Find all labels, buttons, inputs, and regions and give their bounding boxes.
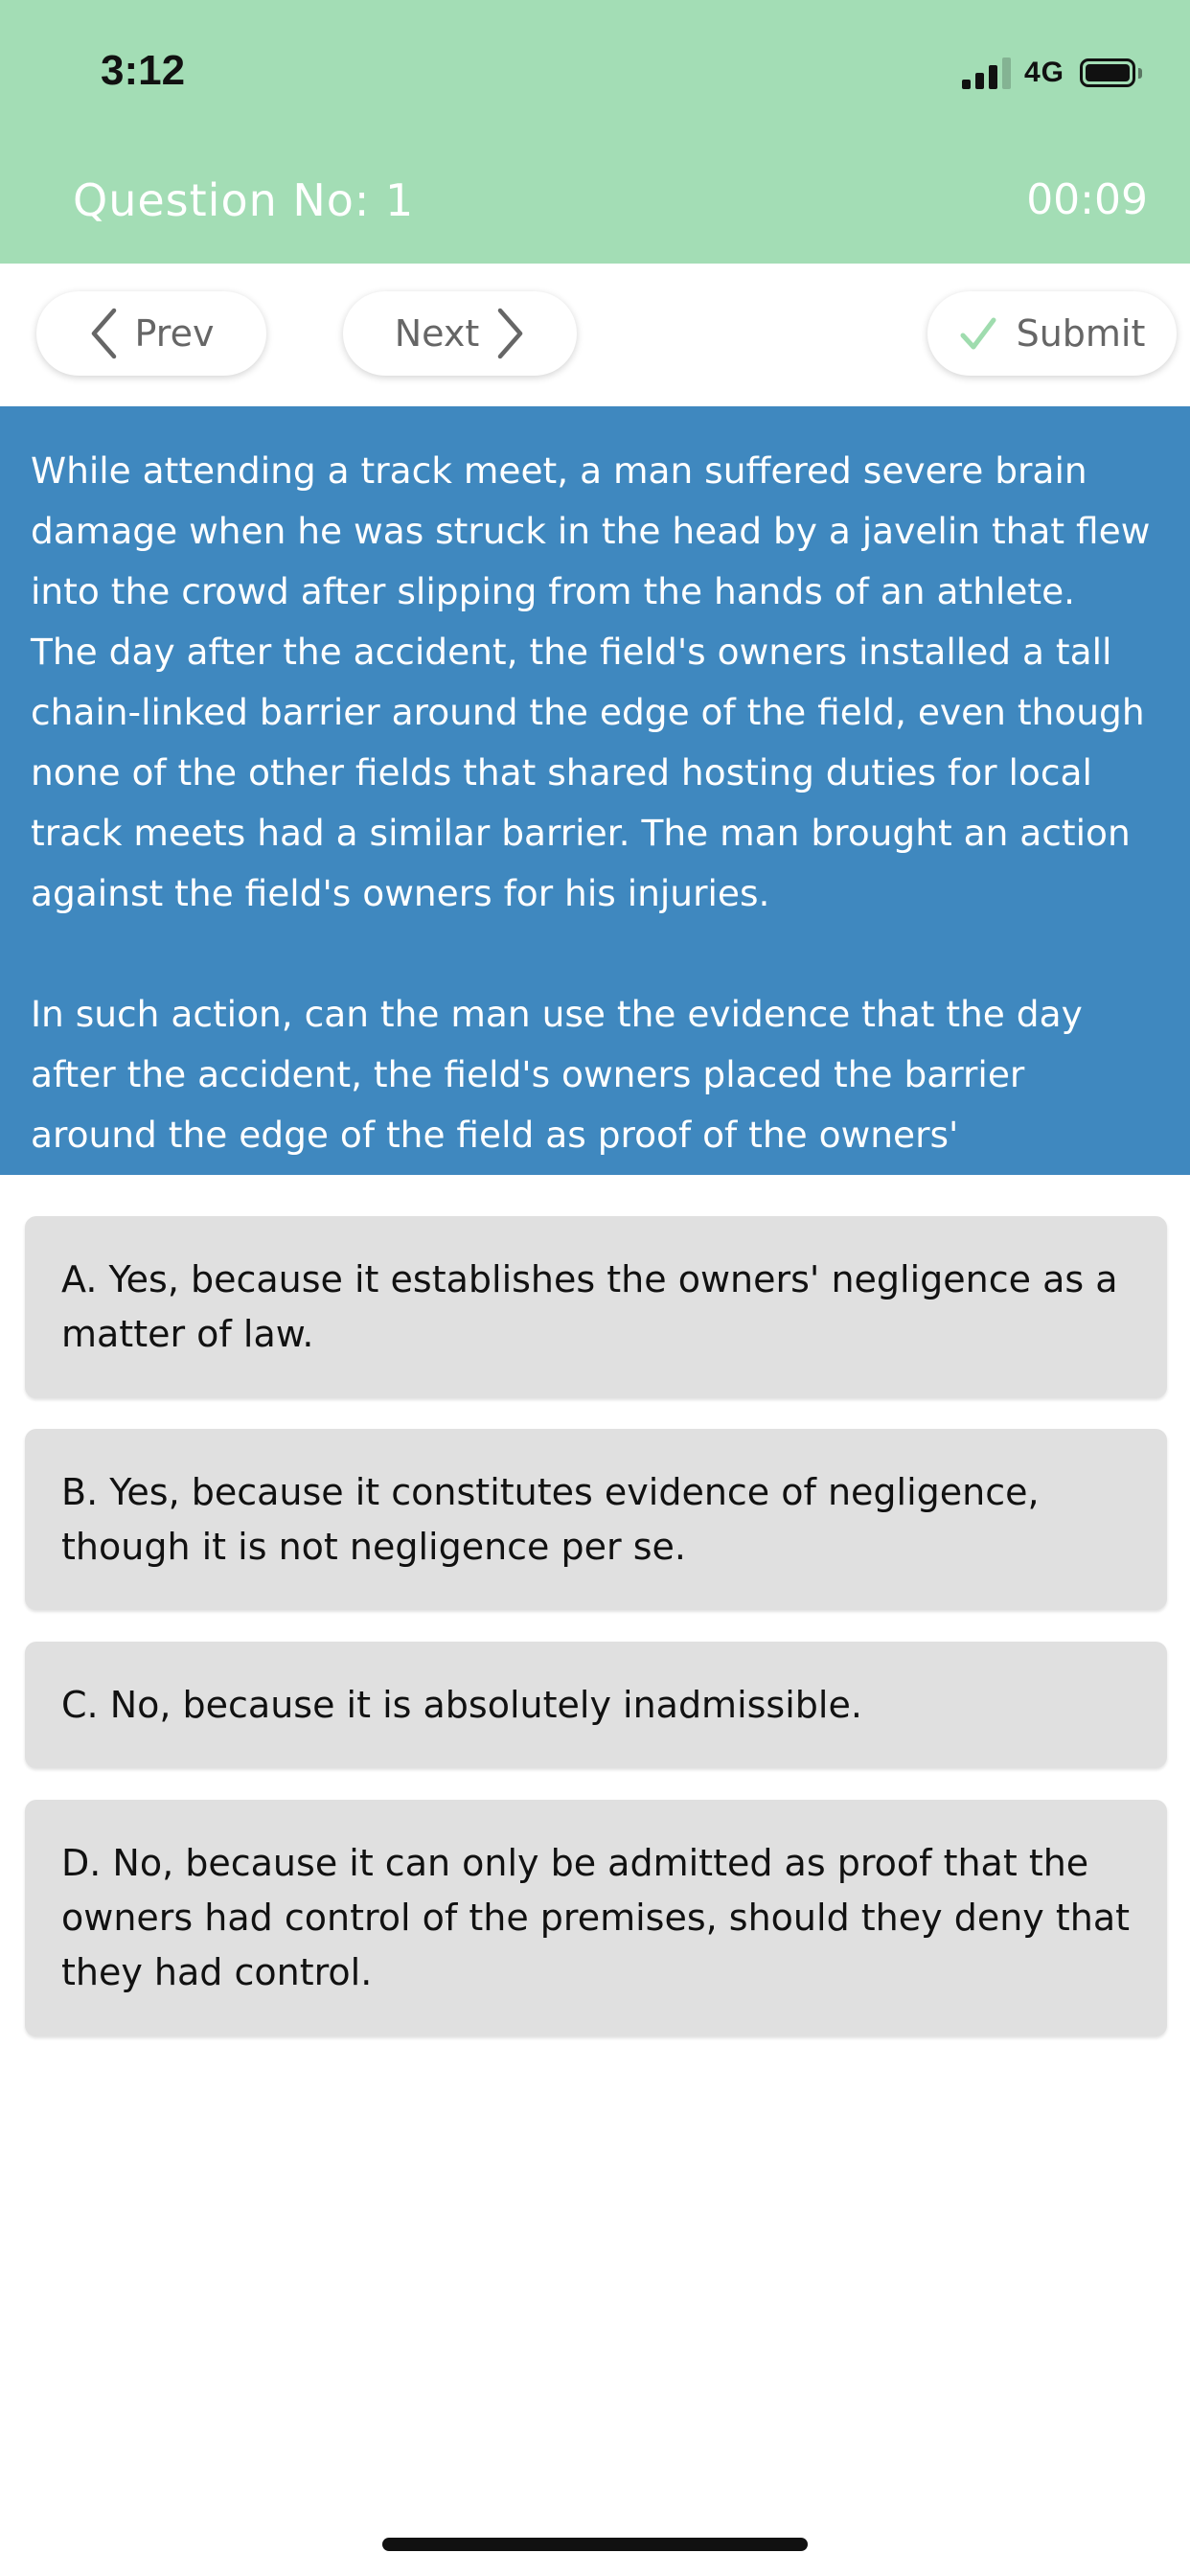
question-prompt: In such action, can the man use the evidence that the day after the accident, the field's owners placed the barrier around the edge of the field as proof of the owners' negligence? xyxy=(31,993,1083,1216)
cellular-signal-icon xyxy=(957,57,1011,89)
prev-label: Prev xyxy=(134,312,215,355)
chevron-left-icon xyxy=(89,307,118,360)
next-button[interactable] xyxy=(343,291,577,376)
header-bar xyxy=(0,0,1190,264)
question-scenario: While attending a track meet, a man suffered severe brain damage when he was struck in the head by a javelin that flew into the crowd after slipping from the hands of an athlete. The day after the accident, the field's owners installed a tall chain-linked barrier around the edge of the field, even though none of the other fields that shared hosting duties for local track meets had a similar barrier. The man brought an action against the field's owners for his injuries. xyxy=(31,449,1151,914)
battery-cap xyxy=(1138,68,1142,79)
status-time: 3:12 xyxy=(101,47,186,94)
check-icon xyxy=(959,316,997,351)
next-label: Next xyxy=(394,312,480,355)
submit-label: Submit xyxy=(1016,312,1146,355)
answer-option-b[interactable]: B. Yes, because it constitutes evidence of negligence, though it is not negligence per se. xyxy=(25,1429,1167,1610)
question-number: Question No: 1 xyxy=(73,174,415,226)
answer-option-a[interactable]: A. Yes, because it establishes the owners' negligence as a matter of law. xyxy=(25,1216,1167,1398)
chevron-right-icon xyxy=(496,307,525,360)
battery-icon xyxy=(1080,58,1135,87)
question-timer: 00:09 xyxy=(1026,175,1148,224)
submit-button[interactable] xyxy=(927,291,1177,376)
prev-button[interactable] xyxy=(36,291,266,376)
question-panel xyxy=(0,406,1190,1216)
status-icons xyxy=(957,52,1142,94)
answer-option-d[interactable]: D. No, because it can only be admitted as proof that the owners had control of the premises, should they deny that they had control. xyxy=(25,1800,1167,2036)
network-type: 4G xyxy=(1023,57,1064,88)
home-indicator[interactable] xyxy=(382,2538,808,2551)
answer-option-c[interactable]: C. No, because it is absolutely inadmissible. xyxy=(25,1642,1167,1768)
